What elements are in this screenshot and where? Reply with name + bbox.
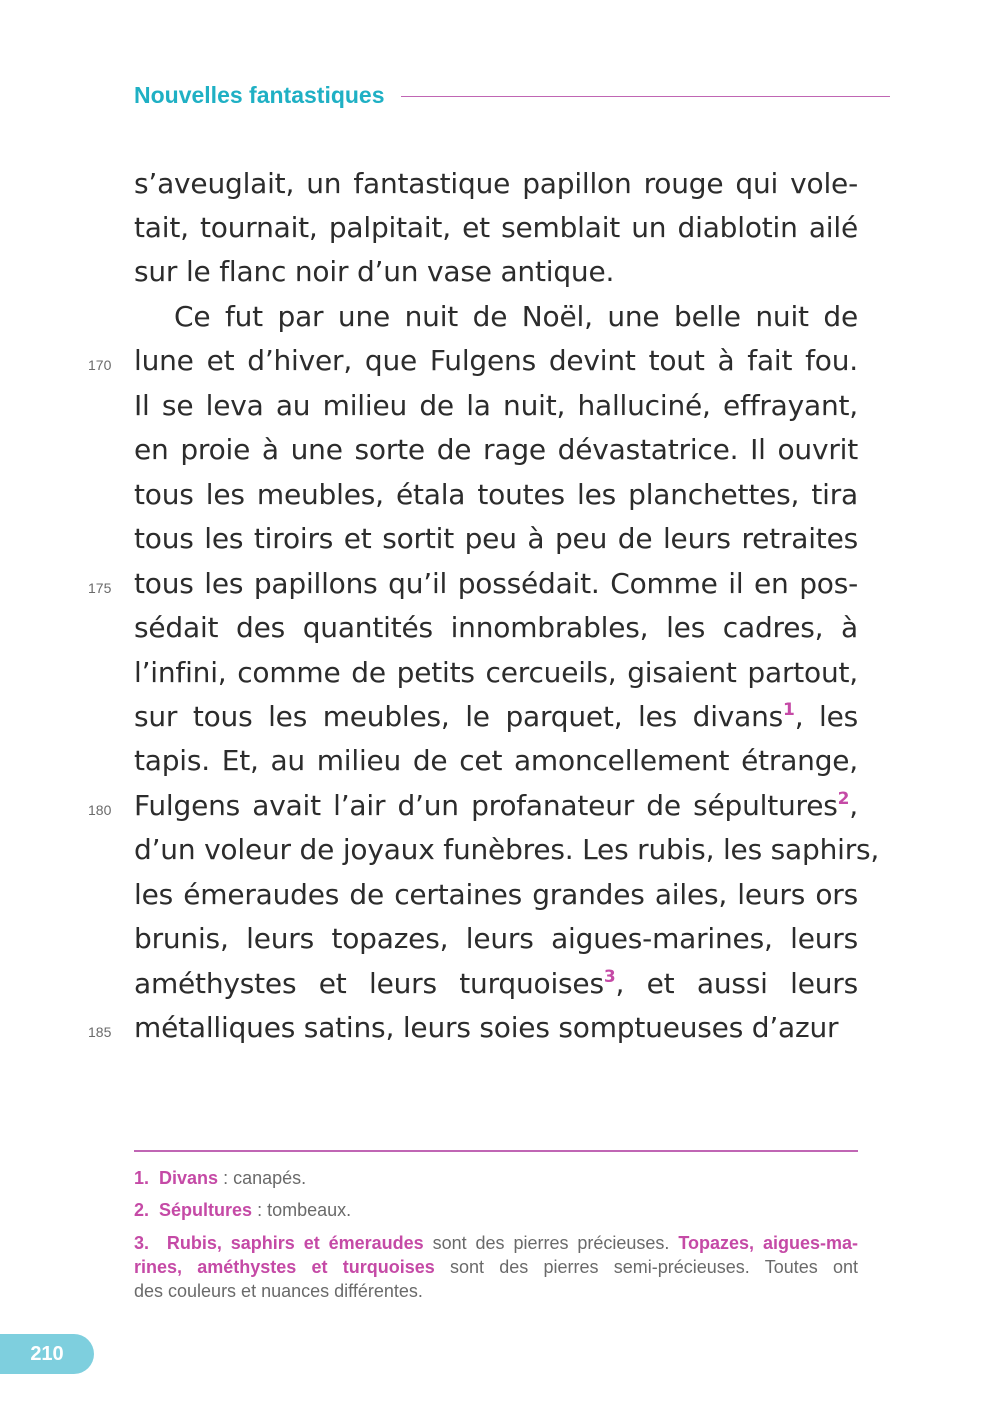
- footnote-number: 3.: [134, 1233, 150, 1253]
- text-segment: Fulgens avait l’air d’un profanateur de sépultures: [134, 789, 838, 822]
- text-line: d’un voleur de joyaux funèbres. Les rubis, les saphirs,: [134, 833, 880, 866]
- footnote-ref-2[interactable]: 2: [837, 789, 850, 809]
- footnote-rule: [134, 1150, 858, 1152]
- text-line: métalliques satins, leurs soies somptueuses d’azur: [134, 1011, 839, 1044]
- text-line: tait, tournait, palpitait, et semblait un diablotin ailé: [134, 211, 858, 244]
- footnote-line: [134, 1231, 858, 1255]
- text-line: [134, 695, 858, 739]
- header-rule: [401, 96, 890, 97]
- footnote-text: : tombeaux.: [252, 1200, 352, 1220]
- text-line: tapis. Et, au milieu de cet amoncellement étrange,: [134, 744, 858, 777]
- footnote-text: : canapés.: [218, 1168, 307, 1188]
- footnote-line: des couleurs et nuances différentes.: [134, 1281, 423, 1301]
- footnote-term: Rubis, saphirs et émeraudes: [166, 1233, 424, 1253]
- footnote-1: [134, 1166, 858, 1190]
- footnote-term: Sépultures: [159, 1200, 253, 1220]
- line-number: 175: [88, 580, 112, 596]
- text-line: sur le flanc noir d’un vase antique.: [134, 255, 615, 288]
- text-line: tous les tiroirs et sortit peu à peu de leurs retraites: [134, 522, 858, 555]
- footnote-term: rines, améthystes et turquoises: [134, 1257, 435, 1277]
- text-line: en proie à une sorte de rage dévastatrice. Il ouvrit: [134, 433, 858, 466]
- text-line: lune et d’hiver, que Fulgens devint tout à fait fou.: [134, 344, 858, 377]
- text-line: [134, 784, 858, 828]
- text-segment: , les: [794, 700, 858, 733]
- footnote-3: [134, 1231, 858, 1303]
- text-line: les émeraudes de certaines grandes ailes, leurs ors: [134, 878, 858, 911]
- running-header: [134, 78, 890, 112]
- line-number: 170: [88, 357, 112, 373]
- footnote-term: Divans: [159, 1168, 219, 1188]
- text-segment: , et aussi leurs: [615, 967, 858, 1000]
- text-line: tous les papillons qu’il possédait. Comme il en pos-: [134, 567, 858, 600]
- text-segment: ,: [849, 789, 858, 822]
- footnote-text: sont des pierres semi-précieuses. Toutes ont: [434, 1257, 858, 1277]
- line-number: 185: [88, 1024, 112, 1040]
- line-number: 180: [88, 802, 112, 818]
- text-segment: améthystes et leurs turquoises: [134, 967, 604, 1000]
- text-line: l’infini, comme de petits cercueils, gisaient partout,: [134, 656, 858, 689]
- text-line: Il se leva au milieu de la nuit, halluciné, effrayant,: [134, 389, 858, 422]
- text-line: sédait des quantités innombrables, les cadres, à: [134, 611, 858, 644]
- footnote-text: sont des pierres précieuses.: [423, 1233, 679, 1253]
- footnote-term: Topazes, aigues-ma-: [678, 1233, 858, 1253]
- text-line: brunis, leurs topazes, leurs aigues-marines, leurs: [134, 922, 858, 955]
- footnote-number: 2.: [134, 1200, 150, 1220]
- text-line: tous les meubles, étala toutes les planchettes, tira: [134, 478, 858, 511]
- text-line: [134, 962, 858, 1006]
- page-number-tab: [0, 1334, 94, 1374]
- header-title: Nouvelles fantastiques: [134, 81, 385, 108]
- footnote-2: [134, 1198, 858, 1222]
- text-line: s’aveuglait, un fantastique papillon rouge qui vole-: [134, 167, 858, 200]
- footnote-number: 1.: [134, 1168, 150, 1188]
- footnote-ref-1[interactable]: 1: [783, 700, 795, 720]
- footnote-ref-3[interactable]: 3: [603, 967, 616, 987]
- text-line: Ce fut par une nuit de Noël, une belle nuit de: [174, 300, 858, 333]
- page-number: 210: [30, 1342, 64, 1365]
- text-segment: sur tous les meubles, le parquet, les divans: [134, 700, 784, 733]
- footnote-line: [134, 1255, 858, 1279]
